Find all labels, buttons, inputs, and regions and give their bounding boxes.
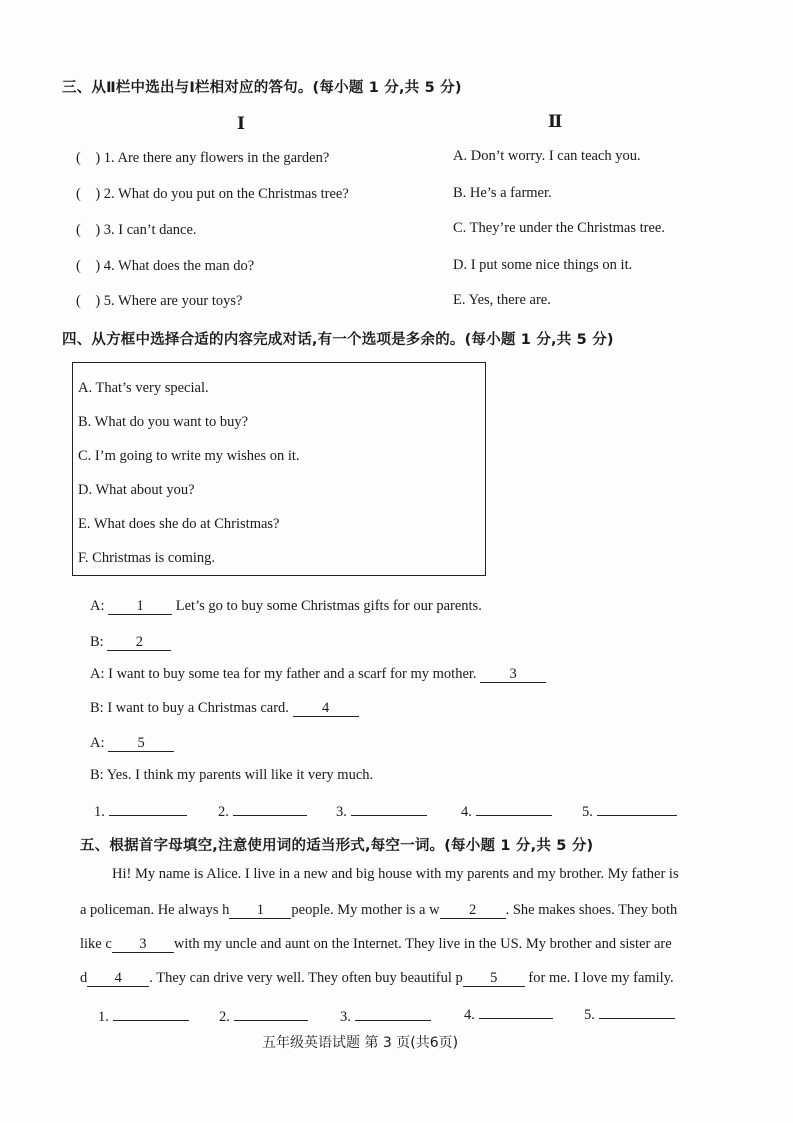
answer-number: 2. — [219, 1009, 230, 1025]
box-option: F. Christmas is coming. — [78, 550, 215, 566]
question-text: 4. What does the man do? — [103, 258, 255, 274]
answer-number: 3. — [336, 804, 347, 820]
section3-title: 三、从Ⅱ栏中选出与Ⅰ栏相对应的答句。(每小题 1 分,共 5 分) — [62, 80, 462, 96]
speaker-label: B: — [90, 634, 104, 650]
dialogue-text: B: I want to buy a Christmas card. — [90, 700, 289, 716]
answer-slot — [219, 1006, 308, 1026]
answer-number: 1. — [94, 804, 105, 820]
dialogue-text: Let’s go to buy some Christmas gifts for our parents. — [175, 598, 482, 614]
dialogue-line: B: Yes. I think my parents will like it very much. — [90, 767, 374, 783]
answer-option: C. They’re under the Christmas tree. — [453, 220, 665, 236]
speaker-label: A: — [90, 598, 105, 614]
section5-title: 五、根据首字母填空,注意使用词的适当形式,每空一词。(每小题 1 分,共 5 分) — [80, 838, 594, 854]
question-text: 5. Where are your toys? — [103, 293, 243, 309]
passage-line — [80, 970, 674, 987]
passage-text: people. My mother is a w — [291, 902, 440, 918]
column-two-heading: Ⅱ — [548, 112, 563, 131]
dialogue-line — [90, 598, 482, 615]
dialogue-blank[interactable]: 2 — [107, 635, 171, 651]
box-option: C. I’m going to write my wishes on it. — [78, 448, 300, 464]
answer-line[interactable] — [233, 801, 307, 816]
answer-line[interactable] — [109, 801, 187, 816]
question-text: 3. I can’t dance. — [103, 222, 197, 238]
dialogue-text: A: I want to buy some tea for my father and a scarf for my mother. — [90, 666, 477, 682]
question-row — [76, 186, 349, 203]
answer-slot — [582, 801, 677, 821]
question-row — [76, 150, 329, 167]
answer-number: 5. — [582, 804, 593, 820]
answer-paren[interactable]: ( ) — [76, 150, 101, 166]
answer-paren[interactable]: ( ) — [76, 222, 101, 238]
dialogue-line — [90, 700, 359, 717]
answer-line[interactable] — [351, 801, 427, 816]
box-option: D. What about you? — [78, 482, 195, 498]
passage-text: . They can drive very well. They often buy beautiful p — [149, 970, 463, 986]
passage-line — [80, 936, 672, 953]
passage-line: Hi! My name is Alice. I live in a new and big house with my parents and my brother. My father is — [112, 866, 679, 882]
answer-option: E. Yes, there are. — [453, 292, 551, 308]
answer-number: 5. — [584, 1007, 595, 1023]
answer-number: 3. — [340, 1009, 351, 1025]
dialogue-line — [90, 634, 171, 651]
answer-line[interactable] — [355, 1006, 431, 1021]
question-row — [76, 258, 254, 275]
answer-option: A. Don’t worry. I can teach you. — [453, 148, 641, 164]
box-option: A. That’s very special. — [78, 380, 209, 396]
answer-slot — [584, 1004, 675, 1024]
question-row — [76, 222, 197, 239]
dialogue-line — [90, 666, 546, 683]
answer-option: B. He’s a farmer. — [453, 185, 552, 201]
question-text: 2. What do you put on the Christmas tree? — [103, 186, 349, 202]
section4-title: 四、从方框中选择合适的内容完成对话,有一个选项是多余的。(每小题 1 分,共 5 分) — [62, 332, 614, 348]
passage-blank[interactable]: 3 — [112, 937, 174, 953]
answer-slot — [464, 1004, 553, 1024]
answer-slot — [98, 1006, 189, 1026]
passage-text: d — [80, 970, 88, 986]
answer-number: 2. — [218, 804, 229, 820]
passage-blank[interactable]: 2 — [440, 903, 506, 919]
answer-line[interactable] — [479, 1004, 553, 1019]
question-text: 1. Are there any flowers in the garden? — [103, 150, 330, 166]
answer-slot — [94, 801, 187, 821]
dialogue-blank[interactable]: 1 — [108, 599, 172, 615]
dialogue-blank[interactable]: 4 — [293, 701, 359, 717]
box-option: E. What does she do at Christmas? — [78, 516, 280, 532]
answer-line[interactable] — [597, 801, 677, 816]
column-one-heading: Ⅰ — [237, 114, 245, 133]
answer-line[interactable] — [599, 1004, 675, 1019]
page-footer: 五年级英语试题 第 3 页(共6页) — [262, 1035, 459, 1051]
dialogue-blank[interactable]: 3 — [480, 667, 546, 683]
question-row — [76, 293, 242, 310]
passage-text: . She makes shoes. They both — [505, 902, 678, 918]
box-option: B. What do you want to buy? — [78, 414, 249, 430]
dialogue-line — [90, 735, 174, 752]
passage-blank[interactable]: 4 — [87, 971, 149, 987]
passage-text: for me. I love my family. — [528, 970, 674, 986]
answer-line[interactable] — [476, 801, 552, 816]
passage-blank[interactable]: 1 — [229, 903, 291, 919]
answer-line[interactable] — [113, 1006, 189, 1021]
passage-text: like c — [80, 936, 112, 952]
dialogue-blank[interactable]: 5 — [108, 736, 174, 752]
passage-blank[interactable]: 5 — [463, 971, 525, 987]
speaker-label: A: — [90, 735, 105, 751]
answer-slot — [336, 801, 427, 821]
answer-paren[interactable]: ( ) — [76, 293, 101, 309]
answer-slot — [461, 801, 552, 821]
answer-number: 1. — [98, 1009, 109, 1025]
answer-option: D. I put some nice things on it. — [453, 257, 633, 273]
answer-number: 4. — [464, 1007, 475, 1023]
answer-line[interactable] — [234, 1006, 308, 1021]
answer-number: 4. — [461, 804, 472, 820]
passage-text: with my uncle and aunt on the Internet. They live in the US. My brother and sister are — [173, 936, 672, 952]
passage-text: a policeman. He always h — [80, 902, 230, 918]
passage-line — [80, 902, 677, 919]
answer-slot — [218, 801, 307, 821]
answer-slot — [340, 1006, 431, 1026]
answer-paren[interactable]: ( ) — [76, 258, 101, 274]
answer-paren[interactable]: ( ) — [76, 186, 101, 202]
